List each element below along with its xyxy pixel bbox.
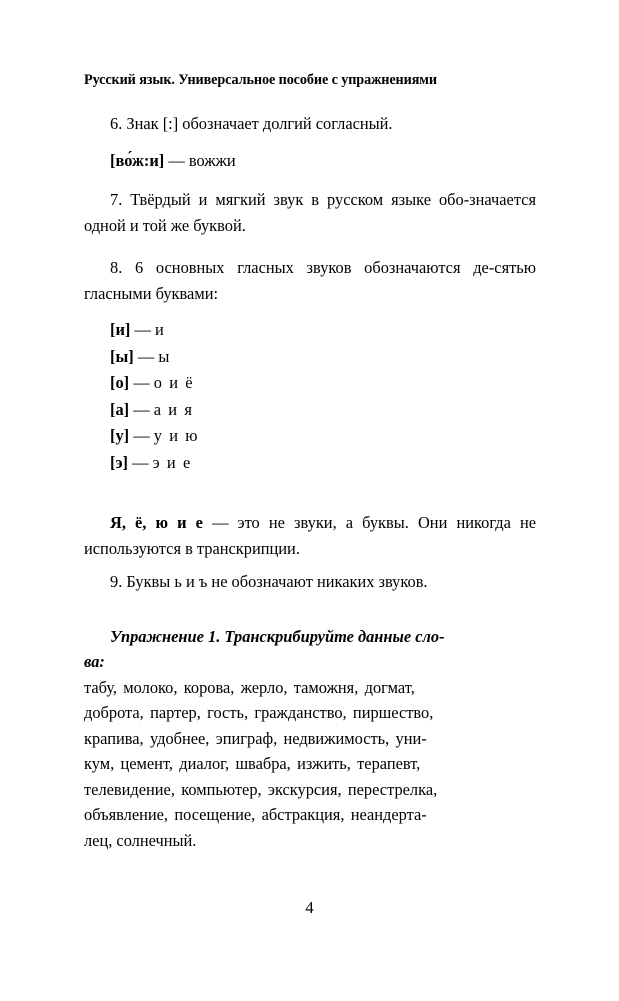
list-item [84, 370, 536, 397]
spacer [84, 173, 536, 187]
paragraph-item-6: 6. Знак [:] обозначает долгий согласный. [110, 114, 393, 133]
spacer [84, 241, 536, 255]
transcription-word: вожжи [188, 150, 236, 170]
word-list-line: телевидение, компьютер, экскурсия, перестрелка, [84, 779, 438, 799]
dash: — [129, 399, 154, 419]
exercise-title: Упражнение 1. Транскрибируйте данные сло- [110, 626, 445, 646]
vowel-letters: у и ю [153, 426, 200, 445]
exercise-word-list [84, 675, 536, 854]
note-rest: — это не звуки, а буквы. Они никогда не используются в транскрипции. [84, 513, 536, 558]
spacer [84, 561, 536, 569]
word-list-line: крапива, удобнее, эпиграф, недвижимость, уни- [84, 728, 427, 748]
word-list-line: кум, цемент, диалог, швабра, изжить, терапевт, [84, 754, 421, 773]
spacer [84, 598, 536, 624]
spacer [84, 140, 536, 148]
transcription-symbol: [во́ж:и] [110, 150, 165, 170]
list-item [84, 450, 536, 477]
page-content [84, 72, 536, 853]
vowel-letters: и [154, 320, 166, 339]
page-number: 4 [305, 898, 314, 917]
word-list-line: объявление, посещение, абстракция, неандерта- [84, 805, 427, 824]
dash: — [129, 426, 154, 445]
vowel-sound-symbol: [а] [110, 399, 130, 419]
vowel-sound-symbol: [у] [110, 426, 130, 445]
vowel-letters: э и е [152, 452, 192, 472]
vowel-sound-symbol: [и] [110, 320, 131, 339]
transcription-example [84, 148, 536, 174]
vowel-letters: ы [158, 346, 171, 366]
running-head: Русский язык. Универсальное пособие с упражнениями [84, 72, 437, 88]
dash: — [130, 320, 155, 339]
vowel-sound-symbol: [о] [110, 373, 130, 392]
vowel-sound-symbol: [ы] [110, 346, 134, 366]
dash: — [133, 346, 159, 366]
list-item [84, 317, 536, 344]
spacer [84, 309, 536, 317]
word-list-line: доброта, партер, гость, гражданство, пиршество, [84, 703, 434, 722]
dash: — [128, 452, 153, 472]
word-list-line: табу, молоко, корова, жерло, таможня, догмат, [84, 677, 415, 697]
exercise-title-continuation: ва: [84, 652, 105, 671]
paragraph-item-8: 8. 6 основных гласных звуков обозначаются де-сятью гласными буквами: [84, 258, 536, 303]
note-bold-part: Я, ё, ю и е [110, 513, 203, 532]
paragraph-item-9: 9. Буквы ь и ъ не обозначают никаких звуков. [110, 572, 428, 591]
vowel-pair-list [84, 317, 536, 476]
word-list-line: лец, солнечный. [84, 830, 197, 850]
dash: — [129, 373, 154, 392]
note-paragraph [84, 510, 536, 561]
list-item [84, 344, 536, 371]
vowel-letters: о и ё [153, 373, 195, 392]
transcription-separator: — [164, 150, 189, 170]
spacer [84, 502, 536, 510]
list-item [84, 397, 536, 424]
paragraph-item-7: 7. Твёрдый и мягкий звук в русском языке обо-значается одной и той же буквой. [84, 190, 536, 235]
list-item [84, 423, 536, 450]
spacer [84, 476, 536, 502]
vowel-sound-symbol: [э] [110, 452, 128, 472]
vowel-letters: а и я [153, 399, 194, 419]
